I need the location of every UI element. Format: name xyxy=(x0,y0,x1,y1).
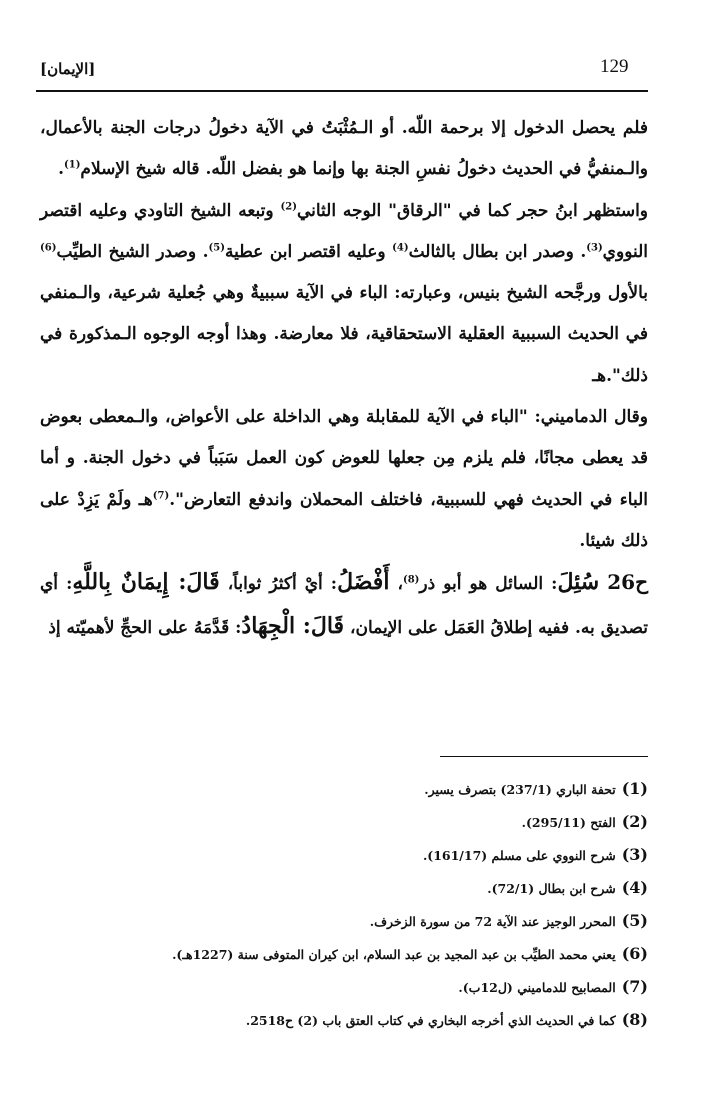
note-ref-7: (7) xyxy=(152,490,170,502)
hadith-number: ح26 xyxy=(607,570,648,595)
paragraph-2-text-d: وعليه اقتصر ابن عطية xyxy=(224,241,386,262)
keyword-iman-billah: قَالَ: إِيمَانٌ بِاللَّهِ xyxy=(72,569,220,596)
paragraph-2-text-c: . وصدر ابن بطال بالثالث xyxy=(408,241,587,262)
paragraph-3 xyxy=(40,397,648,562)
hadith-paragraph xyxy=(40,562,648,649)
hadith-text-2: ، xyxy=(389,574,403,595)
paragraph-3-text-a: وقال الدماميني: "الباء في الآية للمقابلة وهي الداخلة على الأعواض، والـمعطى بعوض قد يعطى مجانًا، فلم يلزم مِن جعلها للعوض كون العمل سَبَباً في دخول الجنة. و أما الباء في الحديث فهي للسببية، فاختلف المحملان واندفع التعارض". xyxy=(40,407,648,510)
keyword-jihad: قَالَ: الْجِهَادُ xyxy=(241,612,345,639)
header-rule xyxy=(36,90,648,92)
note-ref-1: (1) xyxy=(63,159,81,171)
hadith-text-1: : السائل هو أبو ذر xyxy=(419,574,558,595)
footnote-8-number: (8) xyxy=(621,1010,648,1029)
footnote-4-text: شرح ابن بطال (72/1). xyxy=(487,881,616,896)
footnote-1-text: تحفة الباري (237/1) بتصرف يسير. xyxy=(424,782,616,797)
running-title: [الإيمان] xyxy=(40,60,96,78)
note-ref-4: (4) xyxy=(392,242,409,254)
footnote-7 xyxy=(40,971,648,1004)
footnote-3-number: (3) xyxy=(621,845,648,864)
footnote-1-number: (1) xyxy=(621,779,648,798)
footnotes-list xyxy=(40,773,648,1037)
footnote-5-number: (5) xyxy=(621,911,648,930)
keyword-afdal: أَفْضَلُ xyxy=(337,569,390,596)
keyword-suila: سُئِلَ xyxy=(557,569,600,596)
footnote-6-text: يعني محمد الطيِّب بن عبد المجيد بن عبد السلام، ابن كيران المتوفى سنة (1227هـ). xyxy=(172,947,616,962)
page-number: 129 xyxy=(600,56,629,77)
note-ref-2: (2) xyxy=(280,200,297,212)
footnote-6-number: (6) xyxy=(621,944,648,963)
paragraph-2-text-f: بالأول ورجَّحه الشيخ بنيس، وعبارته: الباء في الآية سببيةٌ وهي جُعلية شرعية، والـمنفي في الحديث السببية العقلية الاستحقاقية، فلا معارضة. وهذا أوجه الوجوه الـمذكورة في ذلك".هـ xyxy=(40,283,648,386)
footnote-8 xyxy=(40,1004,648,1037)
footnote-5 xyxy=(40,905,648,938)
paragraph-2-text-a: واستظهر ابنُ حجر كما في "الرقاق" الوجه الثاني xyxy=(296,200,649,221)
footnote-5-text: المحرر الوجيز عند الآية 72 من سورة الزخرف. xyxy=(369,914,616,929)
footnote-3 xyxy=(40,839,648,872)
footnote-6 xyxy=(40,938,648,971)
footnote-4-number: (4) xyxy=(621,878,648,897)
note-ref-3: (3) xyxy=(586,242,603,254)
hadith-text-3: : أيْ أكثرُ ثواباً، xyxy=(219,574,338,595)
footnote-8-text: كما في الحديث الذي أخرجه البخاري في كتاب العتق باب (2) ح2518. xyxy=(245,1013,616,1028)
paragraph-2-text-b: وتبعه الشيخ التاودي وعليه اقتصر النووي xyxy=(40,200,649,262)
footnote-2-number: (2) xyxy=(621,812,648,831)
hadith-text-4: : أي تصديق به. ففيه إطلاقُ العَمَل على الإيمان، xyxy=(40,574,648,638)
footnote-2-text: الفتح (295/11). xyxy=(521,815,616,830)
paragraph-2-text-e: . وصدر الشيخ الطيِّب xyxy=(56,241,209,262)
footnote-7-number: (7) xyxy=(621,977,648,996)
hadith-text-5: : قَدَّمَهُ على الحجِّ لأهميّته إذ xyxy=(48,617,242,638)
footnote-rule xyxy=(440,756,648,757)
paragraph-2 xyxy=(40,191,648,397)
paragraph-1-text: فلم يحصل الدخول إلا برحمة اللّه. أو الـمُثْبَتُ في الآية دخولُ درجات الجنة بالأعمال، والـمنفيُّ في الحديث دخولُ نفسِ الجنة بها وإنما هو بفضل اللّه. قاله شيخ الإسلام xyxy=(40,118,648,180)
footnote-3-text: شرح النووي على مسلم (161/17). xyxy=(422,848,616,863)
note-ref-5: (5) xyxy=(208,242,225,254)
paragraph-3-text-b: هـ ولَمْ يَزِدْ على ذلك شيئا. xyxy=(40,489,648,551)
note-ref-8: (8) xyxy=(402,574,420,586)
footnote-4 xyxy=(40,872,648,905)
main-text xyxy=(40,108,648,649)
note-ref-6: (6) xyxy=(40,242,57,254)
footnote-7-text: المصابيح للدماميني (ل12ب). xyxy=(458,980,616,995)
paragraph-1: فلم يحصل الدخول إلا برحمة اللّه. أو الـمُثْبَتُ في الآية دخولُ درجات الجنة بالأعمال، والـمنفيُّ في الحديث دخولُ نفسِ الجنة بها وإنما هو بفضل اللّه. قاله شيخ الإسلام$^{(1)}$. xyxy=(40,118,648,180)
footnote-1 xyxy=(40,773,648,806)
footnote-2 xyxy=(40,806,648,839)
